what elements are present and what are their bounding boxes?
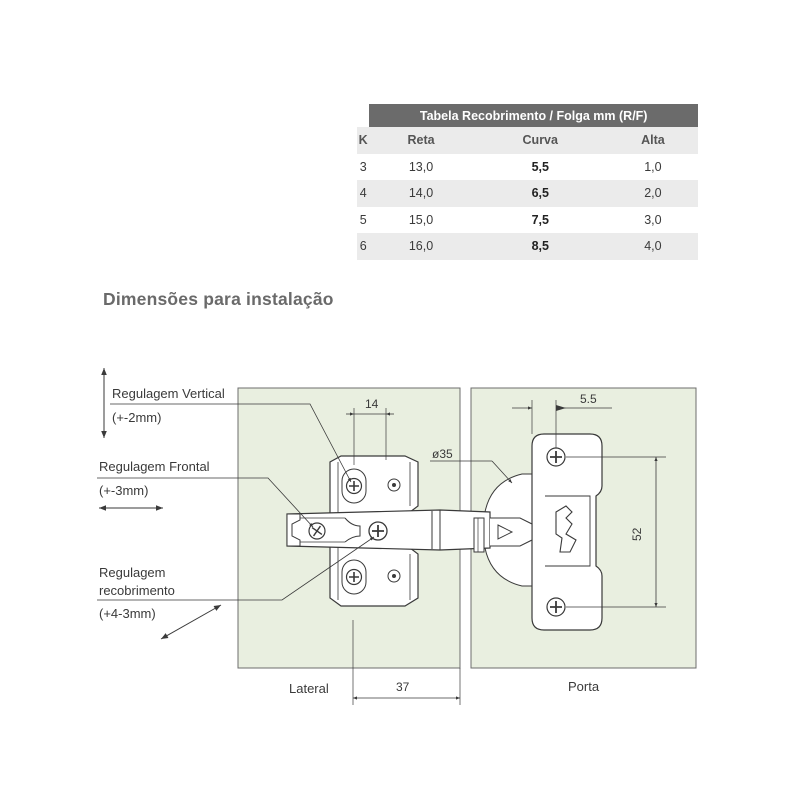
lateral-label: Lateral	[289, 681, 329, 696]
cell-curva: 7,5	[531, 212, 549, 227]
cell-alta: 4,0	[608, 233, 698, 260]
cell-k: 5	[359, 212, 367, 227]
dim-52-label: 52	[630, 527, 644, 541]
header-alta: Alta	[608, 127, 698, 154]
cell-alta: 1,0	[644, 159, 662, 174]
cell-curva: 5,5	[531, 159, 549, 174]
cell-k: 6	[357, 233, 369, 260]
recobrimento-adjust-title-line2: recobrimento	[99, 583, 175, 598]
vertical-adjust-title: Regulagem Vertical	[112, 386, 225, 401]
cell-curva: 6,5	[473, 180, 608, 207]
cell-reta: 14,0	[369, 180, 472, 207]
frontal-adjust-title: Regulagem Frontal	[99, 459, 210, 474]
vertical-adjust-range: (+-2mm)	[112, 410, 162, 425]
cell-k: 4	[357, 180, 369, 207]
cell-reta: 15,0	[408, 212, 434, 227]
porta-label: Porta	[568, 679, 600, 694]
header-k: K	[357, 127, 369, 154]
frontal-adjust-range: (+-3mm)	[99, 483, 149, 498]
cell-reta: 16,0	[369, 233, 472, 260]
cell-reta: 13,0	[408, 159, 434, 174]
dim-14-label: 14	[365, 397, 379, 411]
recobrimento-adjust-title-line1: Regulagem	[99, 565, 166, 580]
cell-alta: 3,0	[644, 212, 662, 227]
section-title: Dimensões para instalação	[103, 289, 334, 309]
table-caption: Tabela Recobrimento / Folga mm (R/F)	[369, 104, 698, 127]
recobrimento-adjust-arrow	[161, 605, 221, 639]
cell-curva: 8,5	[473, 233, 608, 260]
header-reta: Reta	[369, 127, 472, 154]
header-curva: Curva	[473, 127, 608, 154]
cell-k: 3	[359, 159, 367, 174]
cell-alta: 2,0	[608, 180, 698, 207]
recobrimento-adjust-range: (+4-3mm)	[99, 606, 156, 621]
dim-diameter-label: ø35	[432, 447, 453, 461]
dim-37-label: 37	[396, 680, 410, 694]
dim-5-5-label: 5.5	[580, 392, 597, 406]
